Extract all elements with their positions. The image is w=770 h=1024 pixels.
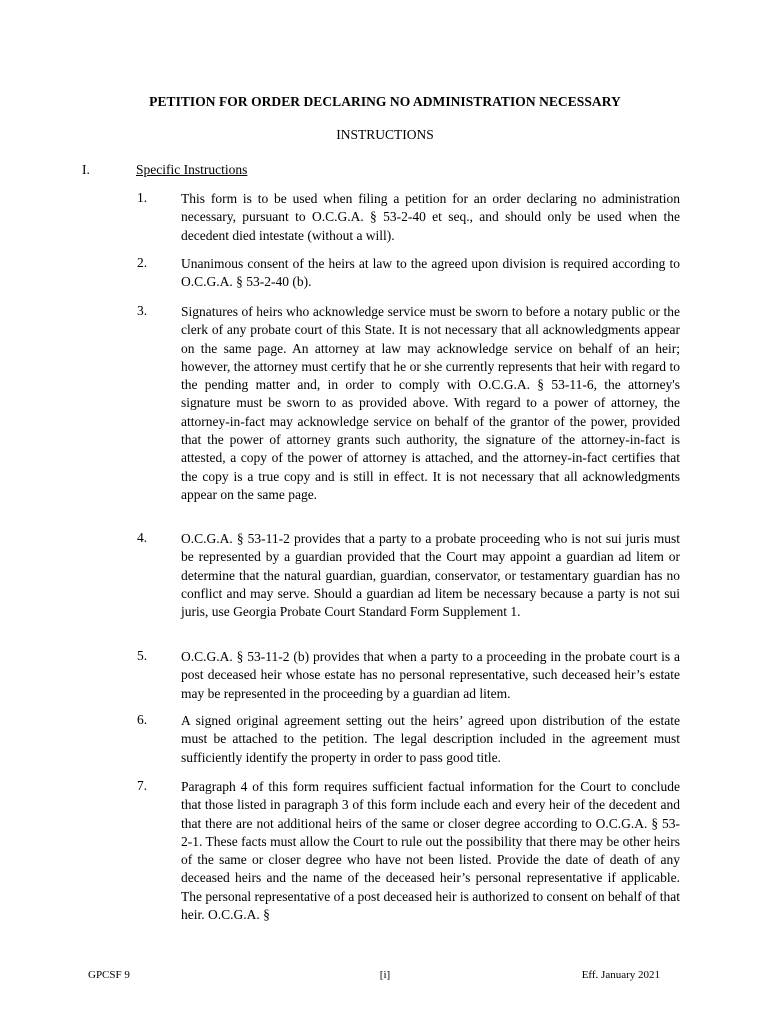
item-number: 3. [137,303,148,318]
item-number: 5. [137,648,148,663]
item-number: 6. [137,712,148,727]
item-text: O.C.G.A. § 53-11-2 provides that a party to a probate proceeding who is not sui juris must be represented by a guardian provided that the Court may appoint a guardian ad litem or determine that the natural guardian, guardian, conservator, or testamentary guardian has no conflict and may serve. Should a guardian ad litem be necessary because a party is not sui juris, use Georgia Probate Court Standard Form Supplement 1. [181,531,680,620]
item-text: This form is to be used when filing a petition for an order declaring no administration necessary, pursuant to O.C.G.A. § 53-2-40 et seq., and should only be used when the decedent died intestate (without a will). [181,191,680,243]
footer-form-id: GPCSF 9 [88,969,130,981]
section-number: I. [82,162,90,177]
item-text: Signatures of heirs who acknowledge service must be sworn to before a notary public or the clerk of any probate court of this State. It is not necessary that all acknowledgments appear on the same page. An attorney at law may acknowledge service on behalf of an heir; however, the attorney must certify that he or she currently represents that heir with regard to the pending matter and, in order to comply with O.C.G.A. § 53-11-6, the attorney's signature must be sworn to as provided above. With regard to a power of attorney, the attorney-in-fact may acknowledge service on behalf of the grantor of the power, provided that the power of attorney grants such authority, the signature of the attorney-in-fact is attested, a copy of the power of attorney is attached, and the attorney-in-fact certifies that the copy is a true copy and is still in effect. It is not necessary that all acknowledgments appear on the same page. [181,304,680,502]
footer-page-number: [i] [379,969,391,981]
section-heading: Specific Instructions [136,162,248,177]
document-title: PETITION FOR ORDER DECLARING NO ADMINISTRATION NECESSARY [149,94,621,109]
item-text: Unanimous consent of the heirs at law to the agreed upon division is required according to O.C.G.A. § 53-2-40 (b). [181,256,680,290]
item-number: 4. [137,530,148,545]
footer-effective-date: Eff. January 2021 [581,969,660,981]
item-number: 1. [137,190,148,205]
item-text: O.C.G.A. § 53-11-2 (b) provides that when a party to a proceeding in the probate court is a post deceased heir whose estate has no personal representative, such deceased heir’s estate may be represented in the proceeding by a guardian ad litem. [181,649,680,701]
item-text: A signed original agreement setting out the heirs’ agreed upon distribution of the estate must be attached to the petition. The legal description included in the agreement must sufficiently identify the property in order to pass good title. [181,713,680,765]
item-number: 2. [137,255,148,270]
item-number: 7. [137,778,148,793]
item-text: Paragraph 4 of this form requires sufficient factual information for the Court to conclude that those listed in paragraph 3 of this form include each and every heir of the decedent and that there are not additional heirs of the same or closer degree according to O.C.G.A. § 53-2-1. These facts must allow the Court to rule out the possibility that there may be other heirs of the same or closer degree who have not been listed. Provide the date of death of any deceased heirs and the name of the deceased heir’s personal representative if applicable. The personal representative of a post deceased heir is authorized to consent on behalf of that heir. O.C.G.A. § [181,779,680,923]
document-subtitle: INSTRUCTIONS [336,127,434,142]
